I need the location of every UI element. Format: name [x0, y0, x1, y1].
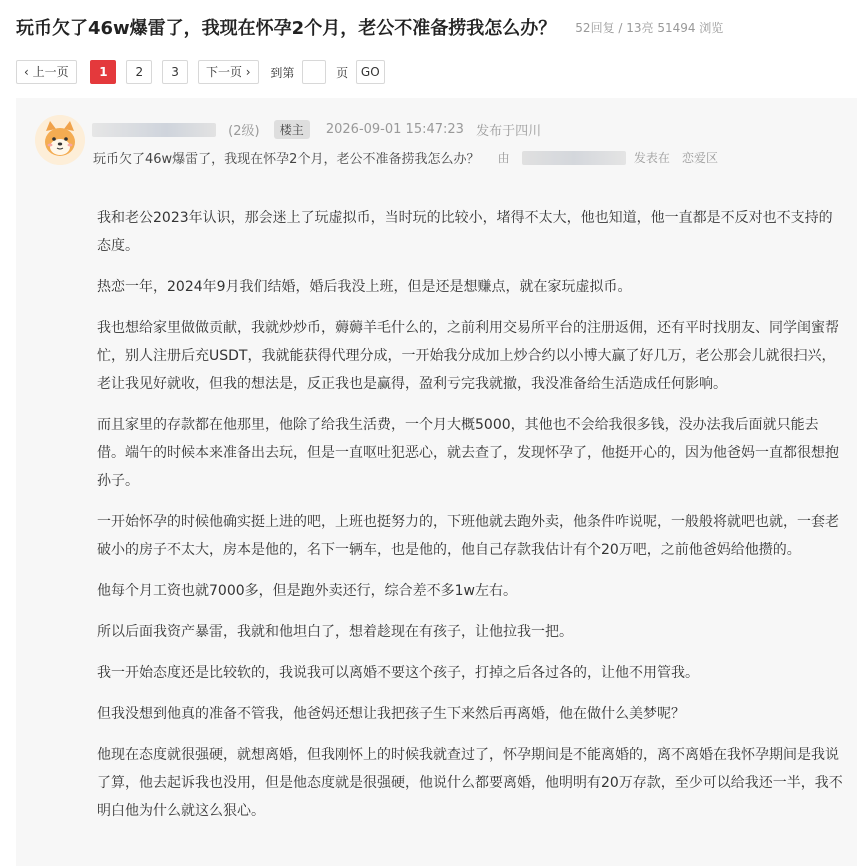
paragraph: 他现在态度就很强硬，就想离婚，但我刚怀上的时候我就查过了，怀孕期间是不能离婚的，离不离婚在我怀孕期间是我说了算，他去起诉我也没用，但是他态度就是很强硬，他说什么都要离婚，他明明有20万存款，至少可以给我还一半，我不明白他为什么就这么狠心。 [97, 747, 843, 819]
thread-stats: 52回复 / 13亮 51494 浏览 [575, 20, 724, 35]
post-meta [92, 120, 541, 139]
paragraph: 一开始怀孕的时候他确实挺上进的吧，上班也挺努力的，下班他就去跑外卖，他条件咋说呢，一般般将就吧也就，一套老破小的房子不太大，房本是他的，名下一辆车，也是他的，他自己存款我估计有个20万吧，之前他爸妈给他攒的。 [97, 514, 839, 558]
by-label: 由 [497, 151, 510, 165]
go-button[interactable]: GO [356, 60, 385, 84]
post-subtitle-row [93, 148, 718, 167]
paragraph: 热恋一年，2024年9月我们结婚，婚后我没上班，但是还是想赚点，就在家玩虚拟币。 [97, 279, 632, 295]
post-location: 发布于四川 [476, 124, 542, 139]
original-post [16, 98, 857, 866]
paragraph: 而且家里的存款都在他那里，他除了给我生活费，一个月大概5000，其他也不会给我很多钱，没办法我后面就只能去借。端午的时候本来准备出去玩，但是一直呕吐犯恶心，就去查了，发现怀孕了，他挺开心的，因为他爸妈一直都很想抱孙子。 [97, 417, 839, 489]
board-link[interactable]: 恋爱区 [682, 151, 719, 165]
paragraph: 我也想给家里做做贡献，我就炒炒币，薅薅羊毛什么的，之前利用交易所平台的注册返佣，还有平时找朋友、同学闺蜜帮忙，别人注册后充USDT，我就能获得代理分成，一开始我分成加上炒合约以小博大赢了好几万，老公那会儿就很扫兴，老让我见好就收，但我的想法是，反正我也是赢得，盈利亏完我就撤，我没准备给生活造成任何影响。 [97, 320, 839, 392]
post-content [97, 204, 843, 838]
paragraph: 我和老公2023年认识，那会迷上了玩虚拟币，当时玩的比较小，堵得不太大，他也知道，他一直都是不反对也不支持的态度。 [97, 210, 833, 254]
page-2-button[interactable]: 2 [126, 60, 152, 84]
pagination [16, 60, 385, 84]
op-badge: 楼主 [274, 120, 310, 139]
paragraph: 所以后面我资产暴雷，我就和他坦白了，想着趁现在有孩子，让他拉我一把。 [97, 624, 573, 640]
avatar[interactable] [35, 115, 85, 165]
username-link[interactable] [92, 123, 216, 137]
goto-label: 到第 [270, 65, 295, 80]
post-time: 2026-09-01 15:47:23 [325, 122, 464, 137]
page-number-input[interactable] [302, 60, 326, 84]
user-level: (2级) [228, 124, 260, 139]
page-3-button[interactable]: 3 [162, 60, 188, 84]
by-user-link[interactable] [522, 151, 626, 165]
page-1-button[interactable]: 1 [90, 60, 116, 84]
next-page-button[interactable]: 下一页 › [198, 60, 259, 84]
paragraph: 我一开始态度还是比较软的，我说我可以离婚不要这个孩子，打掉之后各过各的，让他不用管我。 [97, 665, 699, 681]
paragraph: 他每个月工资也就7000多，但是跑外卖还行，综合差不多1w左右。 [97, 583, 517, 599]
section-label: 发表在 [633, 151, 670, 165]
page-unit-label: 页 [336, 65, 349, 80]
prev-page-button[interactable]: ‹ 上一页 [16, 60, 77, 84]
shiba-dog-avatar-icon [35, 115, 85, 165]
post-subtitle: 玩币欠了46w爆雷了，我现在怀孕2个月，老公不准备捞我怎么办？ [93, 152, 480, 167]
thread-title: 玩币欠了46w爆雷了，我现在怀孕2个月，老公不准备捞我怎么办？ [16, 18, 557, 39]
thread-header [16, 14, 847, 50]
paragraph: 但我没想到他真的准备不管我，他爸妈还想让我把孩子生下来然后再离婚，他在做什么美梦呢？ [97, 706, 685, 722]
